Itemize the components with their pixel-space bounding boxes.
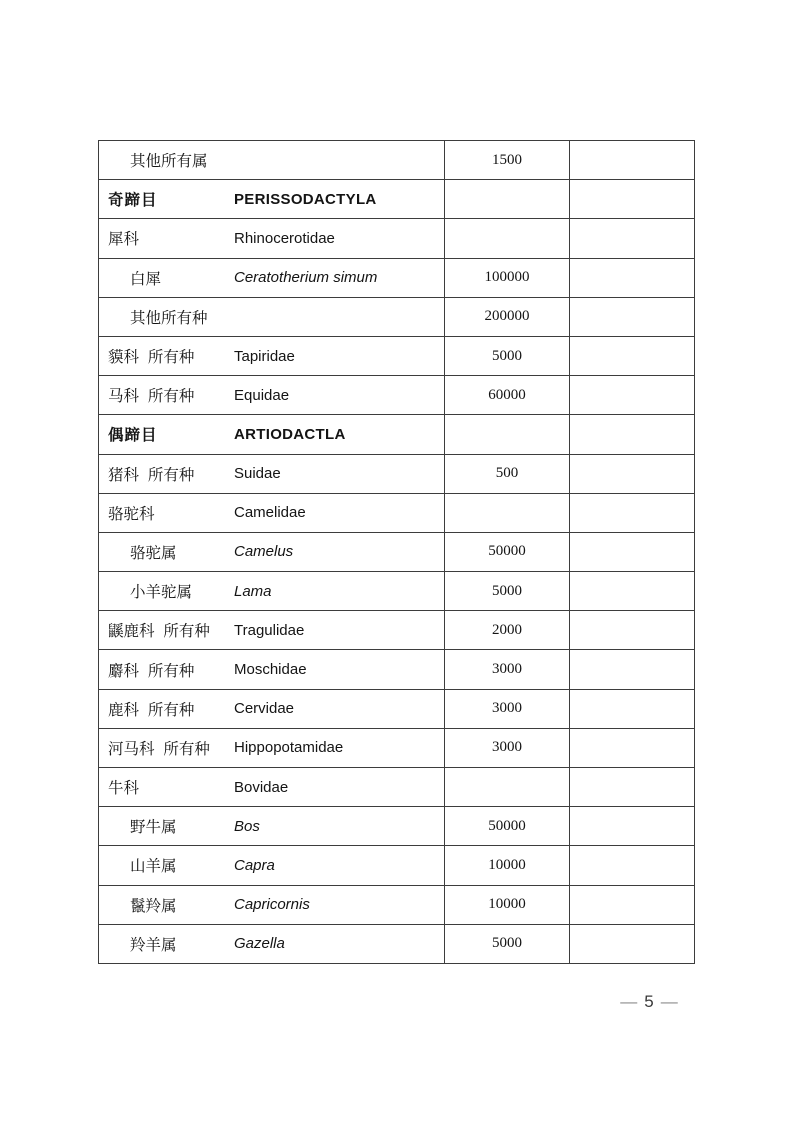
table-row: [99, 297, 695, 336]
chinese-name: 偶蹄目: [108, 427, 158, 445]
name-cell: [99, 415, 445, 454]
table-row: [99, 141, 695, 180]
name-cell: [99, 180, 445, 219]
wildlife-value-table: [98, 140, 695, 964]
table-row: [99, 415, 695, 454]
name-cell-inner: [99, 463, 444, 485]
name-cell: [99, 689, 445, 728]
table-row: [99, 807, 695, 846]
remark-cell: [570, 454, 695, 493]
remark-cell: [570, 219, 695, 258]
name-cell: [99, 611, 445, 650]
remark-cell: [570, 336, 695, 375]
remark-cell: [570, 415, 695, 454]
name-cell: [99, 219, 445, 258]
page-number-dash-right: —: [660, 992, 678, 1011]
table-row: [99, 611, 695, 650]
remark-cell: [570, 611, 695, 650]
scientific-name: PERISSODACTYLA: [234, 190, 377, 208]
value-cell: 50000: [445, 532, 570, 571]
name-cell-inner: [99, 541, 444, 563]
value-cell: [445, 493, 570, 532]
table-row: [99, 924, 695, 963]
name-cell-inner: [99, 423, 444, 445]
remark-cell: [570, 180, 695, 219]
chinese-name: 小羊驼属: [130, 584, 193, 602]
scientific-name: Ceratotherium simum: [234, 269, 378, 287]
chinese-name: 牛科: [108, 780, 140, 798]
value-cell: [445, 219, 570, 258]
value-cell: 5000: [445, 336, 570, 375]
chinese-name: 山羊属: [130, 858, 177, 876]
table-row: [99, 532, 695, 571]
remark-cell: [570, 885, 695, 924]
chinese-name: 白犀: [130, 270, 162, 288]
chinese-name: 野牛属: [130, 819, 177, 837]
chinese-name: 鼷鹿科 所有种: [108, 623, 210, 641]
chinese-name: 貘科 所有种: [108, 349, 195, 367]
table-row: [99, 454, 695, 493]
scientific-name: Tapiridae: [234, 347, 295, 365]
name-cell-inner: [99, 580, 444, 602]
scientific-name: Camelidae: [234, 504, 306, 522]
remark-cell: [570, 846, 695, 885]
table-row: [99, 846, 695, 885]
value-cell: [445, 415, 570, 454]
value-cell: 10000: [445, 846, 570, 885]
name-cell: [99, 846, 445, 885]
scientific-name: Bovidae: [234, 778, 289, 796]
value-cell: 3000: [445, 650, 570, 689]
chinese-name: 猪科 所有种: [108, 466, 195, 484]
name-cell: [99, 807, 445, 846]
name-cell-inner: [99, 698, 444, 720]
name-cell-inner: [99, 659, 444, 681]
scientific-name: Capra: [234, 856, 275, 874]
table-row: [99, 650, 695, 689]
table-row: [99, 376, 695, 415]
table-row: [99, 885, 695, 924]
scientific-name: Bos: [234, 817, 260, 835]
table-row: [99, 258, 695, 297]
name-cell-inner: [99, 776, 444, 798]
name-cell: [99, 258, 445, 297]
name-cell: [99, 141, 445, 180]
name-cell-inner: [99, 267, 444, 289]
value-cell: 1500: [445, 141, 570, 180]
name-cell-inner: [99, 227, 444, 249]
remark-cell: [570, 650, 695, 689]
table-row: [99, 572, 695, 611]
name-cell: [99, 532, 445, 571]
remark-cell: [570, 689, 695, 728]
chinese-name: 鹿科 所有种: [108, 701, 195, 719]
remark-cell: [570, 768, 695, 807]
name-cell-inner: [99, 345, 444, 367]
name-cell-inner: [99, 502, 444, 524]
value-cell: 5000: [445, 924, 570, 963]
name-cell-inner: [99, 737, 444, 759]
scientific-name: Cervidae: [234, 700, 295, 718]
value-cell: 2000: [445, 611, 570, 650]
scientific-name: Equidae: [234, 386, 290, 404]
chinese-name: 其他所有种: [130, 309, 208, 327]
name-cell: [99, 728, 445, 767]
table-row: [99, 219, 695, 258]
value-cell: 3000: [445, 728, 570, 767]
table-row: [99, 689, 695, 728]
chinese-name: 麝科 所有种: [108, 662, 195, 680]
name-cell-inner: [99, 933, 444, 955]
remark-cell: [570, 728, 695, 767]
page-number-value: 5: [644, 992, 654, 1011]
name-cell: [99, 650, 445, 689]
value-cell: [445, 768, 570, 807]
table-row: [99, 728, 695, 767]
value-cell: [445, 180, 570, 219]
chinese-name: 其他所有属: [130, 153, 208, 171]
value-cell: 50000: [445, 807, 570, 846]
name-cell: [99, 924, 445, 963]
remark-cell: [570, 297, 695, 336]
value-cell: 5000: [445, 572, 570, 611]
name-cell: [99, 572, 445, 611]
scientific-name: Tragulidae: [234, 621, 305, 639]
scientific-name: Suidae: [234, 465, 281, 483]
table-body: [99, 141, 695, 964]
table-row: [99, 180, 695, 219]
scientific-name: Moschidae: [234, 661, 307, 679]
value-cell: 3000: [445, 689, 570, 728]
name-cell-inner: [99, 306, 444, 328]
name-cell-inner: [99, 149, 444, 171]
name-cell-inner: [99, 894, 444, 916]
page-number: [612, 992, 686, 1012]
table-row: [99, 768, 695, 807]
name-cell: [99, 297, 445, 336]
remark-cell: [570, 493, 695, 532]
remark-cell: [570, 532, 695, 571]
name-cell: [99, 493, 445, 532]
remark-cell: [570, 572, 695, 611]
scientific-name: Gazella: [234, 935, 285, 953]
remark-cell: [570, 807, 695, 846]
chinese-name: 河马科 所有种: [108, 740, 210, 758]
remark-cell: [570, 141, 695, 180]
chinese-name: 骆驼科: [108, 505, 155, 523]
name-cell-inner: [99, 188, 444, 210]
remark-cell: [570, 376, 695, 415]
value-cell: 200000: [445, 297, 570, 336]
scientific-name: Rhinocerotidae: [234, 229, 335, 247]
scientific-name: Capricornis: [234, 896, 310, 914]
name-cell-inner: [99, 384, 444, 406]
scientific-name: ARTIODACTLA: [234, 425, 346, 443]
chinese-name: 犀科: [108, 231, 140, 249]
name-cell-inner: [99, 619, 444, 641]
name-cell: [99, 336, 445, 375]
value-cell: 10000: [445, 885, 570, 924]
name-cell-inner: [99, 854, 444, 876]
table-row: [99, 336, 695, 375]
name-cell: [99, 376, 445, 415]
scientific-name: Lama: [234, 582, 272, 600]
chinese-name: 羚羊属: [130, 936, 177, 954]
chinese-name: 鬣羚属: [130, 897, 177, 915]
name-cell: [99, 885, 445, 924]
remark-cell: [570, 258, 695, 297]
value-cell: 100000: [445, 258, 570, 297]
chinese-name: 马科 所有种: [108, 388, 195, 406]
chinese-name: 奇蹄目: [108, 192, 158, 210]
remark-cell: [570, 924, 695, 963]
scientific-name: Camelus: [234, 543, 294, 561]
name-cell: [99, 768, 445, 807]
name-cell: [99, 454, 445, 493]
page-number-dash-left: —: [620, 992, 638, 1011]
scientific-name: Hippopotamidae: [234, 739, 344, 757]
table-row: [99, 493, 695, 532]
name-cell-inner: [99, 815, 444, 837]
value-cell: 500: [445, 454, 570, 493]
value-cell: 60000: [445, 376, 570, 415]
chinese-name: 骆驼属: [130, 544, 177, 562]
